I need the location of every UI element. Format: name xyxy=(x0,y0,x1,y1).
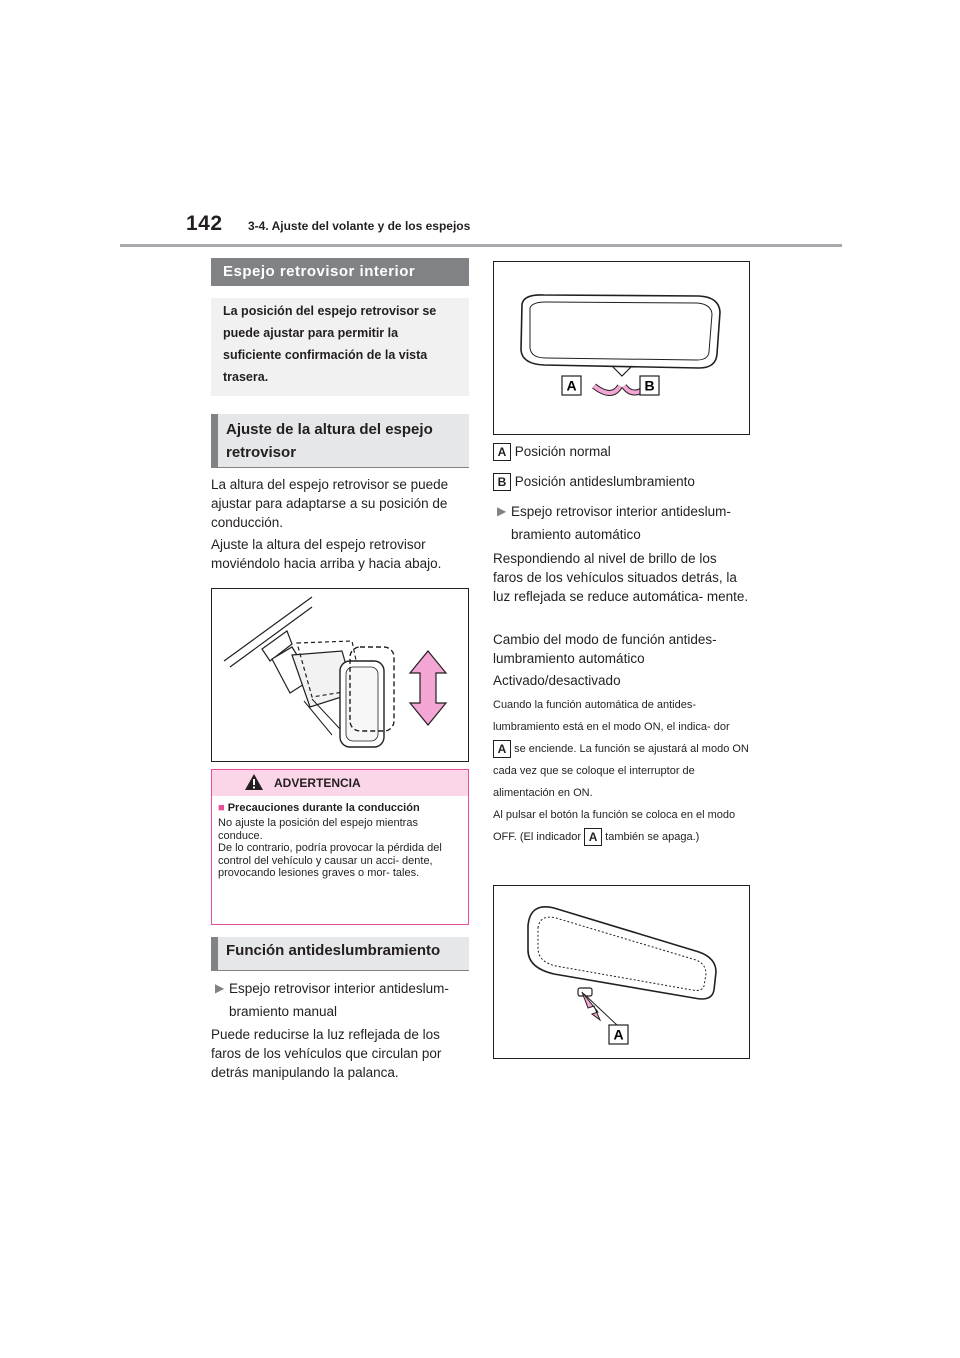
label-b-text: Posición antideslumbramiento xyxy=(514,474,695,489)
height-heading-text: Ajuste de la altura del espejo retrovisor xyxy=(226,421,433,461)
height-paragraph-1: La altura del espejo retrovisor se puede ajustar para adaptarse a su posición de conducción. xyxy=(211,477,449,530)
auto-item xyxy=(493,500,750,546)
figure-mirror-height xyxy=(211,588,469,762)
figure-mirror-positions xyxy=(493,261,750,435)
fig-label-a-auto: A xyxy=(613,1026,624,1043)
small-note-2b-post: también se apaga.) xyxy=(605,831,700,843)
warning-box xyxy=(211,769,469,925)
manual-item-text: Espejo retrovisor interior antideslum- bramiento manual xyxy=(229,981,449,1019)
section-title: 3-4. Ajuste del volante y de los espejos xyxy=(248,219,471,233)
warning-text: No ajuste la posición del espejo mientras conduce. De lo contrario, podría provocar la pérdida del control del vehículo y causar un acci- dente, provocando lesiones graves o mor- tales. xyxy=(218,817,442,879)
small-note-2b-pre: modo OFF. (El indicador xyxy=(493,809,736,843)
warning-subtitle: Precauciones durante la conducción xyxy=(227,802,420,814)
warning-header xyxy=(212,770,468,796)
height-heading xyxy=(211,414,469,468)
anti-glare-heading xyxy=(211,937,469,971)
small-note-1b-post: se enciende. La función se ajustará al modo ON cada vez que se coloque el interruptor de alimentación en ON. xyxy=(493,743,749,799)
label-a-row xyxy=(493,442,750,462)
intro-text: La posición del espejo retrovisor se puede ajustar para permitir la suficiente confirmación de la vista trasera. xyxy=(223,304,437,384)
intro-box xyxy=(211,298,469,396)
auto-paragraph-3: Activado/desactivado xyxy=(493,673,621,688)
fig-label-b: B xyxy=(644,377,655,394)
auto-item-text: Espejo retrovisor interior antideslum- bramiento automático xyxy=(511,504,731,542)
header-rule xyxy=(120,244,842,247)
warning-icon xyxy=(244,773,264,791)
auto-paragraph-2: Cambio del modo de función antides- lumbramiento automático xyxy=(493,632,717,666)
label-a-box: A xyxy=(493,443,511,461)
anti-glare-heading-text: Función antideslumbramiento xyxy=(226,942,441,959)
warning-bullet-icon: ■ xyxy=(218,802,225,814)
mirror-positions-illustration xyxy=(494,262,749,434)
page-number: 142 xyxy=(186,212,223,235)
auto-mirror-illustration xyxy=(494,886,749,1058)
small-note-1a: Cuando la función automática de antides- lumbramiento está en el modo ON, el indica- xyxy=(493,699,711,733)
small-note-1b-pre: dor xyxy=(713,721,730,733)
manual-item xyxy=(211,977,469,1023)
indicator-label-a-1: A xyxy=(493,740,511,758)
label-b-row xyxy=(493,472,750,492)
warning-subtitle-row xyxy=(212,796,468,814)
fig-label-a: A xyxy=(566,377,577,394)
label-a-text: Posición normal xyxy=(514,444,611,459)
main-heading xyxy=(211,258,469,286)
auto-bullet-icon: ▶ xyxy=(497,504,507,518)
indicator-label-a-2: A xyxy=(584,828,602,846)
mirror-height-illustration xyxy=(212,589,468,761)
height-paragraph-2: Ajuste la altura del espejo retrovisor moviéndolo hacia arriba y hacia abajo. xyxy=(211,537,442,571)
small-note-2a: Al pulsar el botón la función se coloca en el xyxy=(493,809,705,821)
figure-auto-mirror xyxy=(493,885,750,1059)
warning-title: ADVERTENCIA xyxy=(274,776,361,790)
small-note-2 xyxy=(493,804,750,848)
label-b-box: B xyxy=(493,473,511,491)
auto-paragraph-1: Respondiendo al nivel de brillo de los faros de los vehículos situados detrás, la luz reflejada se reduce automática- mente. xyxy=(493,551,749,604)
manual-paragraph: Puede reducirse la luz reflejada de los faros de los vehículos que circulan por detrás manipulando la palanca. xyxy=(211,1027,442,1080)
main-heading-text: Espejo retrovisor interior xyxy=(223,263,416,280)
manual-bullet-icon: ▶ xyxy=(215,981,225,995)
small-note-1 xyxy=(493,694,750,804)
